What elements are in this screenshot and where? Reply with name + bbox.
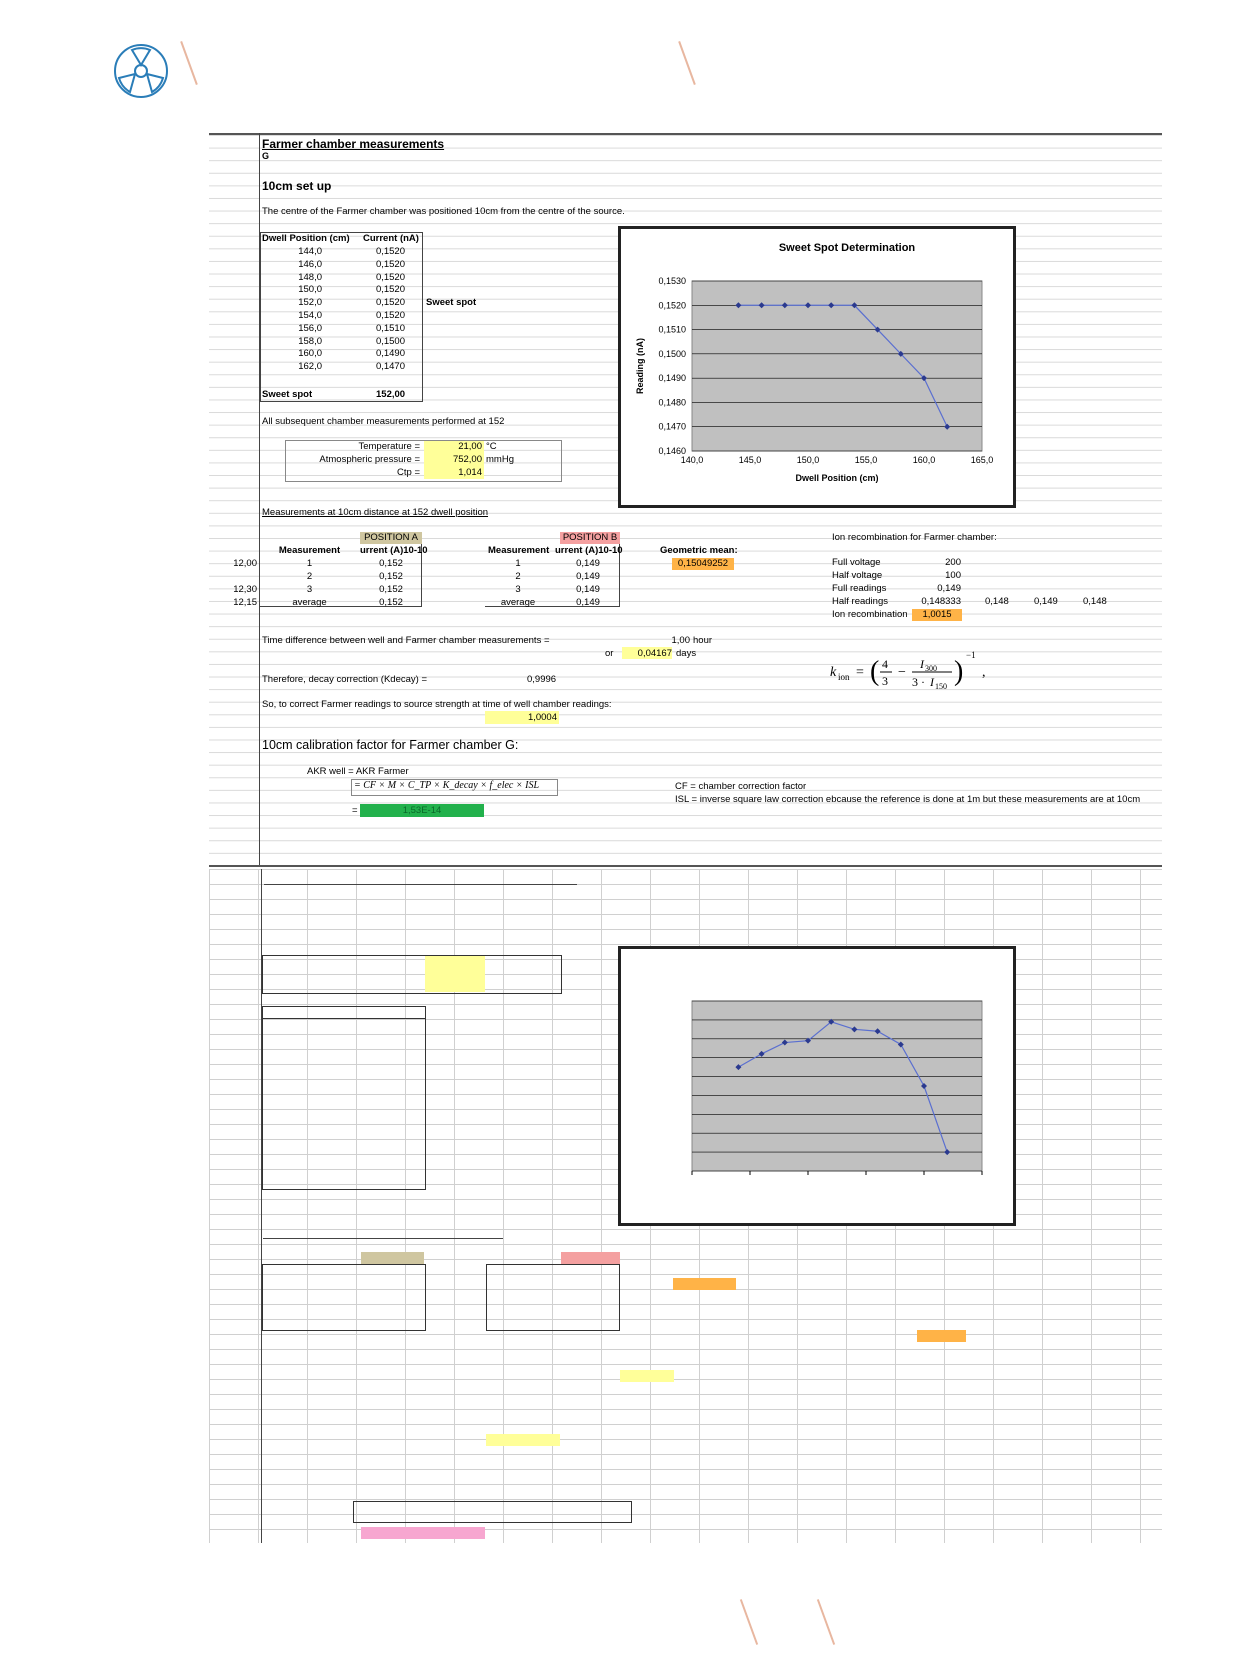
pink-cell bbox=[561, 1252, 620, 1264]
y-tick-label: 0,1490 bbox=[658, 373, 686, 384]
svg-text:−: − bbox=[898, 665, 906, 680]
svg-text:−1: −1 bbox=[966, 650, 976, 660]
dwell-position-cell: 158,0 bbox=[298, 335, 322, 347]
time-days-unit: days bbox=[676, 648, 697, 659]
decorative-slash bbox=[180, 41, 198, 85]
position-b-col2: urrent (A)10-10 bbox=[555, 545, 623, 556]
measurement-cell: 3 bbox=[515, 584, 521, 595]
yellow-cell bbox=[486, 1434, 560, 1446]
kion-formula bbox=[830, 646, 995, 696]
sweet-spot-note: Sweet spot bbox=[426, 297, 477, 308]
temperature-label: Temperature = bbox=[358, 441, 420, 452]
current-cell: 0,152 bbox=[379, 558, 403, 569]
current-cell: 0,1520 bbox=[375, 246, 405, 257]
table-b-empty bbox=[486, 1264, 620, 1331]
y-tick-label: 0,1460 bbox=[658, 446, 686, 456]
measurement-cell: average bbox=[292, 597, 327, 608]
decay-label: Therefore, decay correction (Kdecay) = bbox=[262, 674, 428, 685]
y-tick-label: 0,1470 bbox=[658, 421, 686, 432]
time-diff-label: Time difference between well and Farmer chamber measurements = bbox=[262, 635, 550, 646]
table-line bbox=[262, 1018, 425, 1019]
svg-text:k: k bbox=[830, 665, 837, 680]
measurement-cell: average bbox=[500, 597, 536, 608]
sweet-spot-label: Sweet spot bbox=[262, 389, 313, 400]
underline bbox=[264, 884, 577, 885]
yellow-cell bbox=[620, 1370, 674, 1382]
sweet-spot-chart-svg bbox=[621, 229, 1013, 505]
decorative-slash bbox=[817, 1599, 835, 1645]
row-label: 12,30 bbox=[233, 584, 257, 595]
temperature-unit: °C bbox=[486, 441, 497, 452]
ion-row-label: Half readings bbox=[832, 596, 888, 607]
svg-text:3 ·: 3 · bbox=[912, 675, 925, 689]
correct-value: 1,0004 bbox=[527, 712, 557, 723]
decorative-slash bbox=[740, 1599, 758, 1645]
y-tick-label: 0,1520 bbox=[658, 300, 686, 311]
svg-text:150: 150 bbox=[935, 682, 947, 691]
ctp-label: Ctp = bbox=[397, 467, 420, 478]
chamber-label: G bbox=[262, 151, 270, 161]
measurement-cell: 2 bbox=[515, 571, 521, 582]
plot-area bbox=[692, 1001, 982, 1171]
akr-label: AKR well = AKR Farmer bbox=[307, 766, 409, 777]
dwell-position-cell: 162,0 bbox=[298, 361, 322, 373]
decay-value: 0,9996 bbox=[527, 674, 557, 685]
position-a-col2: urrent (A)10-10 bbox=[360, 545, 428, 556]
current-cell: 0,149 bbox=[576, 584, 600, 595]
second-chart bbox=[618, 946, 1016, 1226]
svg-text:=: = bbox=[856, 665, 864, 680]
current-cell: 0,1510 bbox=[375, 322, 405, 334]
time-days: 0,04167 bbox=[637, 648, 672, 659]
time-hours-unit: hour bbox=[693, 635, 713, 646]
pressure-unit: mmHg bbox=[486, 454, 514, 465]
dwell-header: Dwell Position (cm) bbox=[262, 233, 350, 244]
position-b-col1: Measurement bbox=[488, 545, 550, 556]
table-a-empty bbox=[262, 1264, 426, 1331]
ion-row-value: 0,148333 bbox=[921, 596, 961, 607]
current-cell: 0,152 bbox=[379, 571, 403, 582]
dwell-position-cell: 144,0 bbox=[298, 246, 322, 257]
isl-note: ISL = inverse square law correction ebcause the reference is done at 1m but these measurements are at 10cm bbox=[675, 794, 1141, 805]
y-tick-label: 0,1480 bbox=[658, 397, 686, 408]
orange-cell bbox=[917, 1330, 966, 1342]
x-tick-label: 160,0 bbox=[912, 455, 936, 465]
position-a-label: POSITION A bbox=[364, 532, 418, 543]
current-cell: 0,1520 bbox=[375, 258, 405, 270]
correct-label: So, to correct Farmer readings to source strength at time of well chamber readings: bbox=[262, 699, 612, 710]
eq-sign: = bbox=[352, 805, 358, 816]
cf-note: CF = chamber correction factor bbox=[675, 781, 807, 792]
current-cell: 0,1520 bbox=[375, 297, 405, 309]
pressure-value: 752,00 bbox=[452, 454, 482, 465]
dwell-position-cell: 154,0 bbox=[298, 310, 322, 321]
second-chart-svg bbox=[621, 949, 1013, 1223]
dwell-position-cell: 156,0 bbox=[298, 322, 322, 334]
x-tick-label: 140,0 bbox=[680, 455, 704, 465]
ion-row-value: 0,149 bbox=[937, 583, 961, 594]
current-cell: 0,1470 bbox=[375, 361, 405, 373]
svg-text:3: 3 bbox=[882, 674, 888, 688]
dwell-position-cell: 148,0 bbox=[298, 271, 322, 283]
geometric-mean-label: Geometric mean: bbox=[660, 545, 738, 556]
ion-extra: 0,148 bbox=[1083, 596, 1107, 607]
sweet-spot-chart bbox=[618, 226, 1016, 508]
decorative-slash bbox=[678, 41, 696, 85]
subsequent-note: All subsequent chamber measurements performed at 152 bbox=[262, 416, 505, 427]
result-value: 1,53E-14 bbox=[402, 805, 442, 816]
y-axis-label: Reading (nA) bbox=[635, 338, 645, 394]
yellow-cell bbox=[425, 956, 485, 992]
x-tick-label: 155,0 bbox=[854, 455, 878, 465]
svg-text:(: ( bbox=[870, 656, 880, 687]
ion-row-value: 100 bbox=[945, 570, 961, 581]
svg-text:4: 4 bbox=[882, 657, 888, 671]
ion-recomb-title: Ion recombination for Farmer chamber: bbox=[832, 532, 997, 543]
ion-row-value: 200 bbox=[945, 557, 961, 568]
ion-extra: 0,148 bbox=[985, 596, 1009, 607]
description: The centre of the Farmer chamber was positioned 10cm from the centre of the source. bbox=[262, 206, 625, 217]
ion-row-label: Half voltage bbox=[832, 570, 883, 581]
chart-title: Sweet Spot Determination bbox=[778, 242, 916, 254]
ion-row-label: Full voltage bbox=[832, 557, 881, 568]
measurements-title: Measurements at 10cm distance at 152 dwell position bbox=[262, 507, 489, 518]
svg-text:I: I bbox=[920, 657, 924, 671]
dwell-position-cell: 150,0 bbox=[298, 284, 322, 296]
dwell-position-cell: 160,0 bbox=[298, 348, 322, 360]
x-tick-label: 145,0 bbox=[738, 455, 762, 465]
orange-cell bbox=[673, 1278, 736, 1290]
svg-text:): ) bbox=[954, 656, 964, 687]
position-b-label: POSITION B bbox=[562, 532, 618, 543]
x-tick-label: 165,0 bbox=[970, 455, 994, 465]
measurement-cell: 1 bbox=[515, 558, 521, 569]
current-cell: 0,152 bbox=[379, 584, 403, 595]
measurement-cell: 2 bbox=[306, 571, 313, 582]
underline bbox=[263, 1238, 503, 1239]
dwell-position-cell: 152,0 bbox=[298, 297, 322, 309]
current-cell: 0,1520 bbox=[375, 271, 405, 283]
sweet-spot-value: 152,00 bbox=[376, 389, 406, 400]
y-tick-label: 0,1500 bbox=[658, 348, 686, 359]
current-cell: 0,1490 bbox=[375, 348, 405, 360]
position-a-col1: Measurement bbox=[278, 545, 341, 556]
svg-text:ion: ion bbox=[838, 672, 850, 682]
formula-box-empty bbox=[353, 1501, 632, 1523]
calib-title: 10cm calibration factor for Farmer chamber G: bbox=[262, 738, 519, 752]
ion-recomb-value: 1,0015 bbox=[922, 609, 952, 620]
current-cell: 0,149 bbox=[576, 597, 600, 608]
measurement-cell: 1 bbox=[306, 558, 313, 569]
pressure-label: Atmospheric pressure = bbox=[319, 454, 420, 465]
temperature-value: 21,00 bbox=[458, 441, 482, 452]
tan-cell bbox=[361, 1252, 424, 1264]
svg-text:,: , bbox=[982, 665, 986, 680]
plot-area bbox=[692, 281, 982, 451]
pink-result-cell bbox=[361, 1527, 485, 1539]
dwell-table-empty bbox=[262, 1006, 426, 1190]
ion-extra: 0,149 bbox=[1034, 596, 1058, 607]
ctp-value: 1,014 bbox=[458, 467, 482, 478]
row-label: 12,00 bbox=[233, 558, 257, 569]
current-cell: 0,1500 bbox=[375, 335, 405, 347]
formula-text: = CF × M × C_TP × K_decay × f_elec × ISL bbox=[354, 780, 540, 791]
y-tick-label: 0,1510 bbox=[658, 324, 686, 335]
current-cell: 0,149 bbox=[576, 571, 600, 582]
svg-text:300: 300 bbox=[925, 664, 937, 673]
ion-row-label: Ion recombination bbox=[832, 609, 908, 620]
current-cell: 0,1520 bbox=[375, 284, 405, 296]
section-title: 10cm set up bbox=[262, 179, 332, 193]
dwell-position-cell: 146,0 bbox=[298, 258, 322, 270]
x-tick-label: 150,0 bbox=[796, 455, 820, 465]
x-axis-label: Dwell Position (cm) bbox=[795, 473, 879, 483]
ion-row-label: Full readings bbox=[832, 583, 887, 594]
row-label: 12,15 bbox=[233, 597, 257, 608]
y-tick-label: 0,1530 bbox=[658, 276, 686, 286]
svg-text:I: I bbox=[930, 675, 934, 689]
measurement-cell: 3 bbox=[306, 584, 313, 595]
geometric-mean-value: 0,15049252 bbox=[677, 558, 729, 569]
current-cell: 0,149 bbox=[576, 558, 600, 569]
current-cell: 0,152 bbox=[379, 597, 403, 608]
page-title: Farmer chamber measurements bbox=[262, 137, 445, 151]
conditions-box-empty bbox=[262, 955, 562, 994]
current-header: Current (nA) bbox=[363, 233, 419, 244]
or-label: or bbox=[605, 648, 614, 659]
current-cell: 0,1520 bbox=[375, 310, 405, 321]
time-hours: 1,00 bbox=[671, 635, 690, 646]
radiation-logo-icon bbox=[112, 40, 170, 102]
